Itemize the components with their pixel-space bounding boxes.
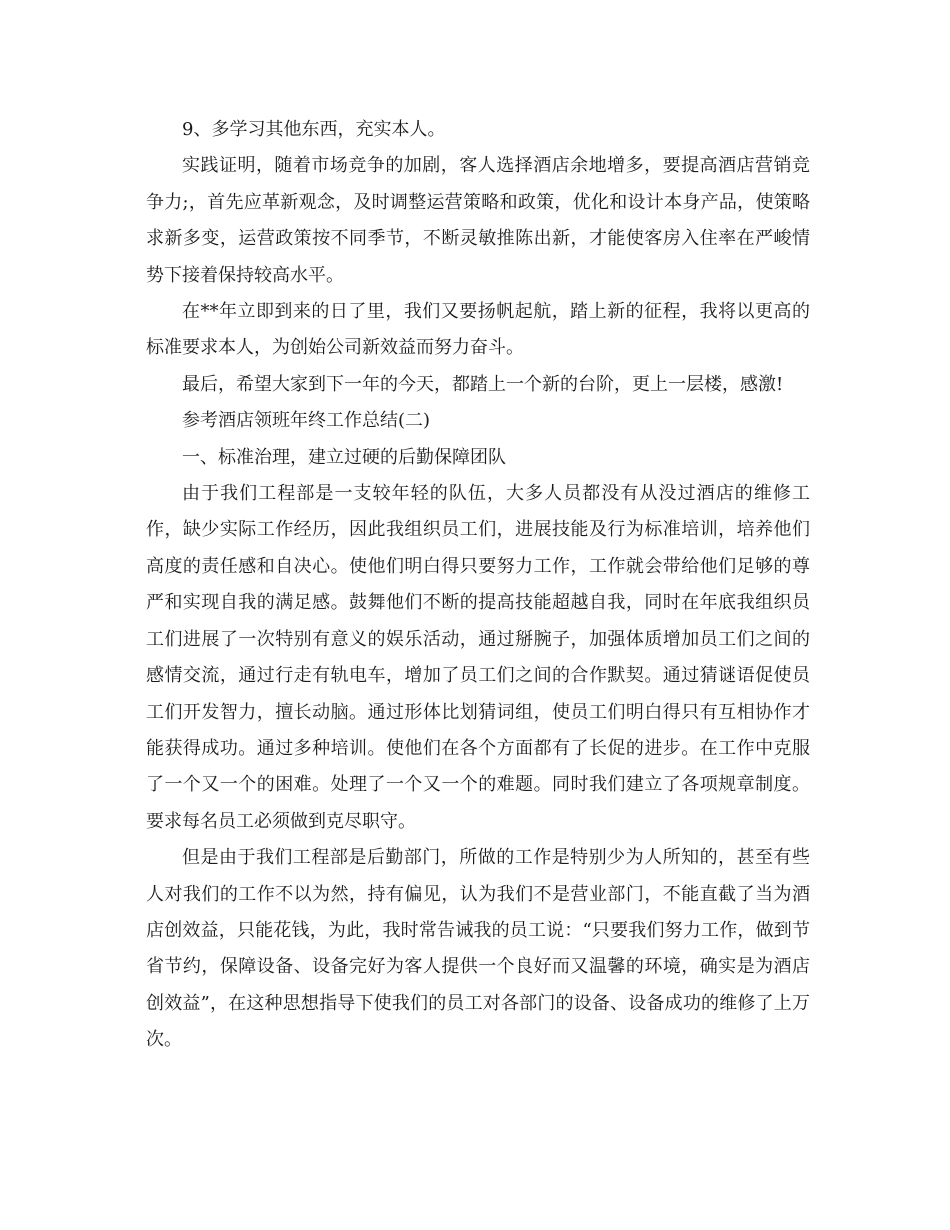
paragraph-team: 由于我们工程部是一支较年轻的队伍，大多人员都没有从没过酒店的维修工作，缺少实际工作经历，因此我组织员工们，进展技能及行为标准培训，培养他们高度的责任感和自决心。使他们明白得只要努力工作，工作就会带给他们足够的尊严和实现自我的满足感。鼓舞他们不断的提高技能超越自我，同时在年底我组织员工们进展了一次特别有意义的娱乐活动，通过掰腕子，加强体质增加员工们之间的感情交流，通过行走有轨电车，增加了员工们之间的合作默契。通过猜谜语促使员工们开发智力，擅长动脑。通过形体比划猜词组，使员工们明白得只有互相协作才能获得成功。通过多种培训。使他们在各个方面都有了长促的进步。在工作中克服了一个又一个的困难。处理了一个又一个的难题。同时我们建立了各项规章制度。要求每名员工必须做到克尽职守。 xyxy=(146,483,810,832)
paragraph-practice: 实践证明，随着市场竞争的加剧，客人选择酒店余地增多，要提高酒店营销竞争力;，首先应革新观念，及时调整运营策略和政策，优化和设计本身产品，使策略求新多变，运营政策按不同季节，不断灵敏推陈出新，才能使客房入住率在严峻情势下接着保持较高水平。 xyxy=(146,155,810,286)
document-page xyxy=(146,112,810,1059)
paragraph-closing: 最后，希望大家到下一年的今天，都踏上一个新的台阶，更上一层楼，感激! xyxy=(182,373,784,395)
paragraph-study: 9、多学习其他东西，充实本人。 xyxy=(182,119,446,140)
section-title: 参考酒店领班年终工作总结(二) xyxy=(182,410,431,432)
paragraph-new-year: 在**年立即到来的日了里，我们又要扬帆起航，踏上新的征程，我将以更高的标准要求本人，为创始公司新效益而努力奋斗。 xyxy=(146,301,810,359)
section-heading: 一、标准治理，建立过硬的后勤保障团队 xyxy=(182,446,506,468)
paragraph-logistics: 但是由于我们工程部是后勤部门，所做的工作是特别少为人所知的，甚至有些人对我们的工作不以为然，持有偏见，认为我们不是营业部门，不能直截了当为酒店创效益，只能花钱，为此，我时常告诫我的员工说：“只要我们努力工作，做到节省节约，保障设备、设备完好为客人提供一个良好而又温馨的环境，确实是为酒店创效益”，在这种思想指导下使我们的员工对各部门的设备、设备成功的维修了上万次。 xyxy=(146,847,810,1051)
